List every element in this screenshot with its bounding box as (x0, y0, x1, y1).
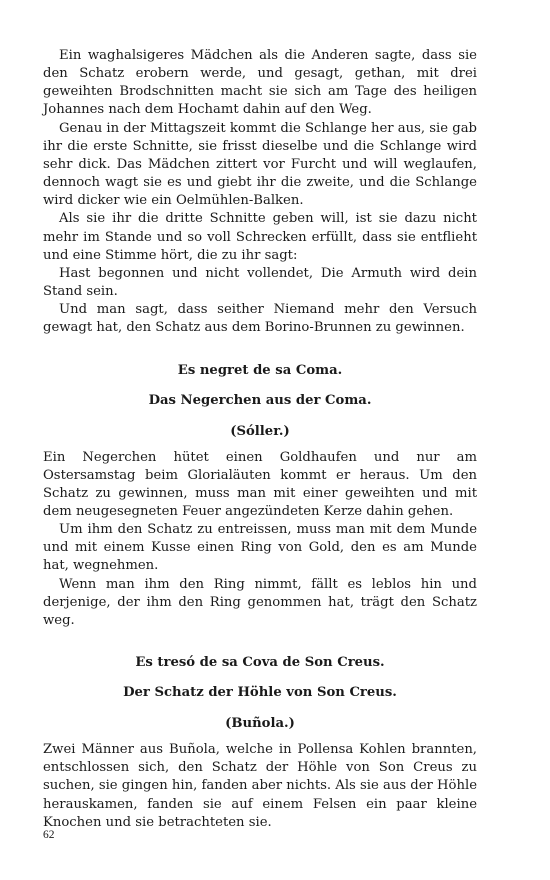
section-title-translation: Der Schatz der Höhle von Son Creus. (123, 685, 397, 701)
section-title-original: Es negret de sa Coma. (177, 362, 343, 378)
section-location: (Sóller.) (230, 423, 290, 439)
paragraph: Als sie ihr die dritte Schnitte geben will, ist sie dazu nicht mehr im Stande und so voll Schrecken erfüllt, dass sie entflieht und eine Stimme hört, die zu ihr sagt: (43, 211, 477, 263)
section-title-translation: Das Negerchen aus der Coma. (148, 392, 372, 408)
paragraph: Genau in der Mittagszeit kommt die Schlange her aus, sie gab ihr die erste Schnitte, sie frisst dieselbe und die Schlange wird sehr dick. Das Mädchen zittert vor Furcht und will weglaufen, dennoch wagt sie es und giebt ihr die zweite, und die Schlange wird dicker wie ein Oelmühlen-Balken. (43, 120, 477, 209)
paragraph: Hast begonnen und nicht vollendet, Die Armuth wird dein Stand sein. (43, 265, 477, 300)
paragraph: Um ihm den Schatz zu entreissen, muss man mit dem Munde und mit einem Kusse einen Ring von Gold, den es am Munde hat, wegnehmen. (43, 522, 477, 574)
section-title-original: Es tresó de sa Cova de Son Creus. (135, 655, 385, 671)
paragraph: Und man sagt, dass seither Niemand mehr den Versuch gewagt hat, den Schatz aus dem Borino-Brunnen zu gewinnen. (43, 302, 477, 336)
paragraph: Ein waghalsigeres Mädchen als die Anderen sagte, dass sie den Schatz erobern werde, und gesagt, gethan, mit drei geweihten Brodschnitten macht sie sich am Tage des heiligen Johannes nach dem Hochamt dahin auf den Weg. (43, 48, 477, 118)
page-number: 62 (43, 829, 55, 841)
page-body (43, 47, 477, 832)
paragraph: Zwei Männer aus Buñola, welche in Pollensa Kohlen brannten, entschlossen sich, den Schatz der Höhle von Son Creus zu suchen, sie gingen hin, fanden aber nichts. Als sie aus der Höhle herauskamen, fanden sie auf einem Felsen ein paar kleine Knochen und sie betrachteten sie. (43, 742, 477, 830)
section-location: (Buñola.) (225, 716, 295, 732)
paragraph: Wenn man ihm den Ring nimmt, fällt es leblos hin und derjenige, der ihm den Ring genommen hat, trägt den Schatz weg. (43, 576, 477, 628)
paragraph: Ein Negerchen hütet einen Goldhaufen und nur am Ostersamstag beim Glorialäuten kommt er heraus. Um den Schatz zu gewinnen, muss man mit einer geweihten und mit dem neugesegneten Feuer angezündeten Kerze dahin gehen. (43, 449, 477, 519)
